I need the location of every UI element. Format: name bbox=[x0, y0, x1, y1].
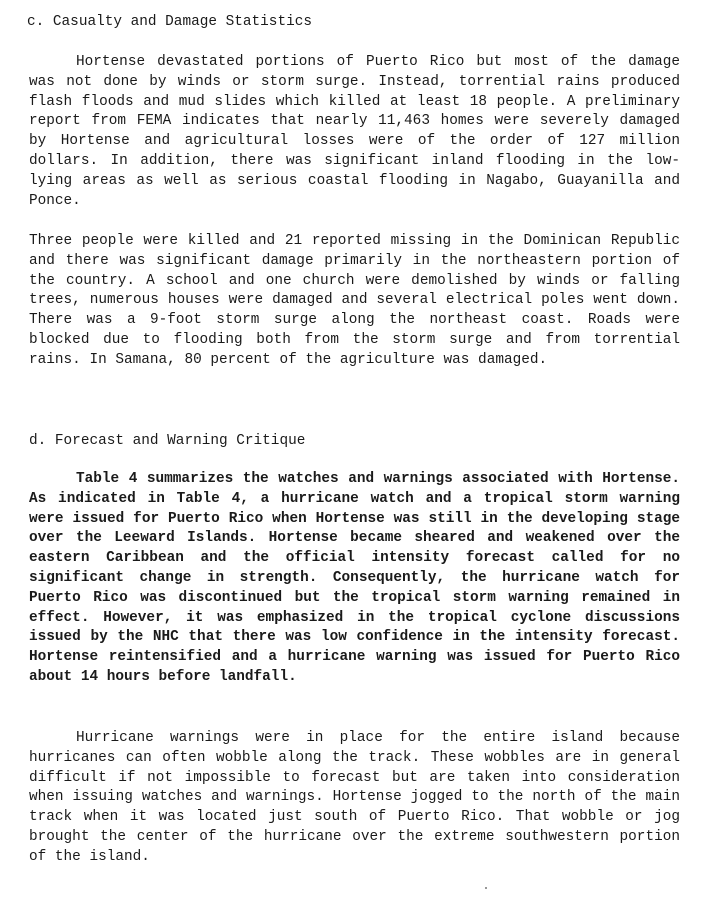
section-c-heading: c. Casualty and Damage Statistics bbox=[27, 14, 312, 30]
casualty-paragraph-dominican-republic: Three people were killed and 21 reported missing in the Dominican Republic and there was significant damage primarily in the northeastern portion of the country. A school and one church were demolished by winds or falling trees, numerous houses were damaged and several electrical poles went down. There was a 9-foot storm surge along the northeast coast. Roads were blocked due to flooding both from the storm surge and from torrential rains. In Samana, 80 percent of the agriculture was damaged. bbox=[29, 233, 680, 368]
forecast-paragraph-wobbles: Hurricane warnings were in place for the entire island because hurricanes can often wobble along the track. These wobbles are in general difficult if not impossible to forecast but are taken into consideration when issuing watches and warnings. Hortense jogged to the north of the main track when it was located just south of Puerto Rico. That wobble or jog brought the center of the hurricane over the extreme southwestern portion of the island. bbox=[29, 730, 680, 865]
casualty-paragraph-puerto-rico: Hortense devastated portions of Puerto Rico but most of the damage was not done by winds or storm surge. Instead, torrential rains produced flash floods and mud slides which killed at least 18 people. A preliminary report from FEMA indicates that nearly 11,463 homes were severely damaged by Hortense and agricultural losses were of the order of 127 million dollars. In addition, there was significant inland flooding in the low-lying areas as well as serious coastal flooding in Nagabo, Guayanilla and Ponce. bbox=[29, 54, 680, 209]
section-d-heading: d. Forecast and Warning Critique bbox=[29, 433, 306, 449]
forecast-paragraph-watches-warnings: Table 4 summarizes the watches and warnings associated with Hortense. As indicated in Table 4, a hurricane watch and a tropical storm warning were issued for Puerto Rico when Hortense was still in the developing stage over the Leeward Islands. Hortense became sheared and weakened over the eastern Caribbean and the official intensity forecast called for no significant change in strength. Consequently, the hurricane watch for Puerto Rico was discontinued but the tropical storm warning remained in effect. However, it was emphasized in the tropical cyclone discussions issued by the NHC that there was low confidence in the intensity forecast. Hortense reintensified and a hurricane warning was issued for Puerto Rico about 14 hours before landfall. bbox=[29, 471, 680, 685]
stray-mark bbox=[485, 887, 487, 889]
